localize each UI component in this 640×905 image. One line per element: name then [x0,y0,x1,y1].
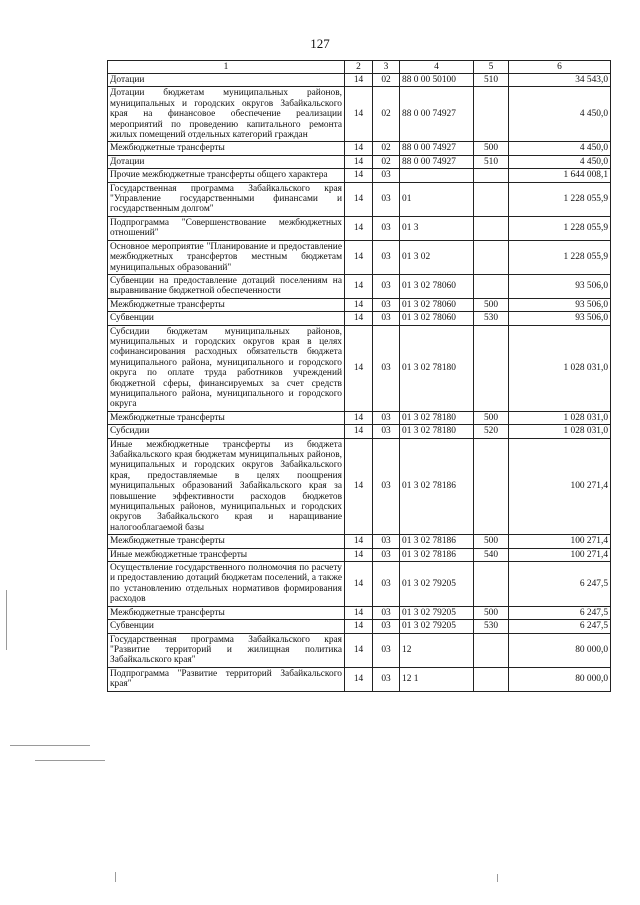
page-number: 127 [310,36,330,51]
cell-section: 14 [345,411,373,424]
cell-subsection: 03 [373,325,400,411]
table-row [108,620,611,633]
cell-subsection: 03 [373,425,400,438]
cell-section: 14 [345,312,373,325]
cell-subsection: 03 [373,169,400,182]
header-col-6: 6 [509,61,611,74]
table-row [108,240,611,274]
cell-expense-type [474,169,509,182]
cell-expense-type [474,562,509,607]
cell-section: 14 [345,606,373,619]
cell-amount: 6 247,5 [509,562,611,607]
cell-expense-type [474,667,509,691]
cell-section: 14 [345,169,373,182]
cell-expense-type [474,325,509,411]
cell-target-code: 01 3 02 78186 [400,548,474,561]
cell-amount: 80 000,0 [509,633,611,667]
cell-section: 14 [345,325,373,411]
table-row [108,438,611,535]
table-row [108,411,611,424]
cell-expense-type [474,438,509,535]
cell-target-code: 01 3 02 78060 [400,298,474,311]
cell-target-code: 01 3 02 [400,240,474,274]
cell-expense-type [474,216,509,240]
cell-description: Межбюджетные трансферты [108,535,345,548]
cell-section: 14 [345,216,373,240]
header-col-3: 3 [373,61,400,74]
table-row [108,142,611,155]
header-col-1: 1 [108,61,345,74]
cell-expense-type: 500 [474,298,509,311]
cell-section: 14 [345,425,373,438]
cell-expense-type: 520 [474,425,509,438]
table-row [108,74,611,87]
cell-target-code: 01 3 02 78180 [400,325,474,411]
cell-section: 14 [345,535,373,548]
cell-amount: 1 228 055,9 [509,240,611,274]
cell-section: 14 [345,87,373,142]
table-row [108,667,611,691]
cell-target-code: 01 3 02 78180 [400,425,474,438]
cell-description: Субвенции [108,312,345,325]
cell-amount: 1 028 031,0 [509,425,611,438]
cell-expense-type [474,633,509,667]
budget-table [107,60,611,692]
table-row [108,606,611,619]
cell-subsection: 03 [373,548,400,561]
cell-section: 14 [345,620,373,633]
cell-subsection: 03 [373,667,400,691]
cell-target-code: 01 3 02 78186 [400,438,474,535]
cell-target-code: 88 0 00 74927 [400,155,474,168]
cell-amount: 6 247,5 [509,606,611,619]
table-row [108,274,611,298]
cell-description: Государственная программа Забайкальского края "Развитие территорий и жилищная политика Забайкальского края" [108,633,345,667]
cell-expense-type: 500 [474,535,509,548]
cell-section: 14 [345,240,373,274]
cell-section: 14 [345,548,373,561]
cell-description: Подпрограмма "Совершенствование межбюджетных отношений" [108,216,345,240]
cell-amount: 100 271,4 [509,535,611,548]
cell-target-code: 12 [400,633,474,667]
cell-amount: 93 506,0 [509,298,611,311]
cell-description: Субвенции на предоставление дотаций поселениям на выравнивание бюджетной обеспеченности [108,274,345,298]
cell-subsection: 03 [373,620,400,633]
cell-expense-type: 500 [474,142,509,155]
scan-line-left-1 [10,745,90,746]
cell-section: 14 [345,438,373,535]
cell-subsection: 02 [373,74,400,87]
cell-section: 14 [345,667,373,691]
cell-target-code: 01 3 02 78186 [400,535,474,548]
table-row [108,562,611,607]
scan-line-left-2 [35,760,105,761]
header-col-5: 5 [474,61,509,74]
cell-subsection: 03 [373,562,400,607]
cell-description: Дотации бюджетам муниципальных районов, муниципальных и городских округов Забайкальского края на финансовое обеспечение реализации мероприятий по проведению капитального ремонта жилых помещений отдельных категорий граждан [108,87,345,142]
table-row [108,548,611,561]
cell-amount: 93 506,0 [509,274,611,298]
cell-amount: 1 228 055,9 [509,216,611,240]
cell-subsection: 03 [373,182,400,216]
cell-target-code [400,169,474,182]
cell-section: 14 [345,182,373,216]
cell-amount: 34 543,0 [509,74,611,87]
cell-description: Осуществление государственного полномочия по расчету и предоставлению дотаций бюджетам поселений, а также по установлению отдельных нормативов формирования расходов [108,562,345,607]
scan-tick-bottom-2 [497,874,498,882]
cell-amount: 93 506,0 [509,312,611,325]
table-row [108,425,611,438]
cell-expense-type: 530 [474,312,509,325]
header-col-4: 4 [400,61,474,74]
cell-description: Межбюджетные трансферты [108,606,345,619]
cell-description: Субвенции [108,620,345,633]
cell-description: Межбюджетные трансферты [108,298,345,311]
cell-section: 14 [345,274,373,298]
scan-line-left-3 [6,590,7,650]
cell-target-code: 88 0 00 50100 [400,74,474,87]
cell-amount: 1 644 008,1 [509,169,611,182]
cell-subsection: 03 [373,606,400,619]
cell-description: Дотации [108,74,345,87]
table-row [108,216,611,240]
cell-amount: 4 450,0 [509,155,611,168]
cell-target-code: 01 3 02 79205 [400,606,474,619]
cell-expense-type: 510 [474,155,509,168]
cell-amount: 100 271,4 [509,438,611,535]
cell-subsection: 03 [373,633,400,667]
table-row [108,169,611,182]
cell-subsection: 03 [373,438,400,535]
cell-amount: 1 228 055,9 [509,182,611,216]
cell-expense-type: 530 [474,620,509,633]
table-row [108,312,611,325]
cell-subsection: 03 [373,411,400,424]
cell-description: Основное мероприятие "Планирование и предоставление межбюджетных трансфертов местным бюджетам муниципальных образований" [108,240,345,274]
cell-amount: 6 247,5 [509,620,611,633]
cell-description: Подпрограмма "Развитие территорий Забайкальского края" [108,667,345,691]
table-row [108,535,611,548]
cell-target-code: 01 3 02 78060 [400,274,474,298]
cell-amount: 100 271,4 [509,548,611,561]
cell-expense-type [474,240,509,274]
cell-target-code: 88 0 00 74927 [400,142,474,155]
cell-subsection: 03 [373,535,400,548]
cell-description: Субсидии бюджетам муниципальных районов, муниципальных и городских округов края в целях софинансирования расходных обязательств бюджета муниципального района, муниципального и городского округа по оплате труда работников учреждений бюджетной сферы, финансируемых за счет средств муниципального района, муниципального и городского округа [108,325,345,411]
cell-subsection: 02 [373,142,400,155]
cell-target-code: 01 3 02 79205 [400,620,474,633]
cell-expense-type [474,87,509,142]
cell-amount: 1 028 031,0 [509,325,611,411]
cell-expense-type: 540 [474,548,509,561]
cell-description: Межбюджетные трансферты [108,142,345,155]
table-row [108,298,611,311]
table-row [108,182,611,216]
cell-target-code: 01 3 02 78180 [400,411,474,424]
cell-description: Государственная программа Забайкальского края "Управление государственными финансами и государственным долгом" [108,182,345,216]
cell-target-code: 01 3 [400,216,474,240]
cell-target-code: 12 1 [400,667,474,691]
cell-target-code: 88 0 00 74927 [400,87,474,142]
cell-section: 14 [345,562,373,607]
cell-description: Субсидии [108,425,345,438]
header-col-2: 2 [345,61,373,74]
table-header [108,61,611,74]
cell-section: 14 [345,142,373,155]
cell-expense-type: 500 [474,606,509,619]
cell-section: 14 [345,298,373,311]
cell-section: 14 [345,633,373,667]
table-row [108,325,611,411]
scan-tick-bottom-1 [115,872,116,882]
cell-subsection: 03 [373,312,400,325]
cell-amount: 4 450,0 [509,87,611,142]
cell-amount: 80 000,0 [509,667,611,691]
cell-description: Прочие межбюджетные трансферты общего характера [108,169,345,182]
cell-expense-type: 510 [474,74,509,87]
cell-description: Дотации [108,155,345,168]
table-row [108,87,611,142]
cell-section: 14 [345,74,373,87]
table-row [108,155,611,168]
cell-description: Иные межбюджетные трансферты [108,548,345,561]
cell-subsection: 03 [373,216,400,240]
cell-amount: 4 450,0 [509,142,611,155]
cell-description: Иные межбюджетные трансферты из бюджета Забайкальского края бюджетам муниципальных районов, муниципальных и городских округов Забайкальского края, предоставляемые в целях поощрения муниципальных образований Забайкальского края за повышение эффективности расходов бюджетов муниципальных районов, муниципальных и городских округов Забайкальского края и наращивание налогооблагаемой базы [108,438,345,535]
cell-target-code: 01 [400,182,474,216]
cell-expense-type [474,182,509,216]
cell-subsection: 03 [373,274,400,298]
cell-amount: 1 028 031,0 [509,411,611,424]
cell-section: 14 [345,155,373,168]
table-row [108,633,611,667]
header-row [108,61,611,74]
table-body [108,74,611,692]
cell-subsection: 03 [373,240,400,274]
cell-expense-type: 500 [474,411,509,424]
cell-subsection: 03 [373,298,400,311]
cell-target-code: 01 3 02 78060 [400,312,474,325]
cell-subsection: 02 [373,87,400,142]
cell-target-code: 01 3 02 79205 [400,562,474,607]
cell-description: Межбюджетные трансферты [108,411,345,424]
cell-expense-type [474,274,509,298]
cell-subsection: 02 [373,155,400,168]
